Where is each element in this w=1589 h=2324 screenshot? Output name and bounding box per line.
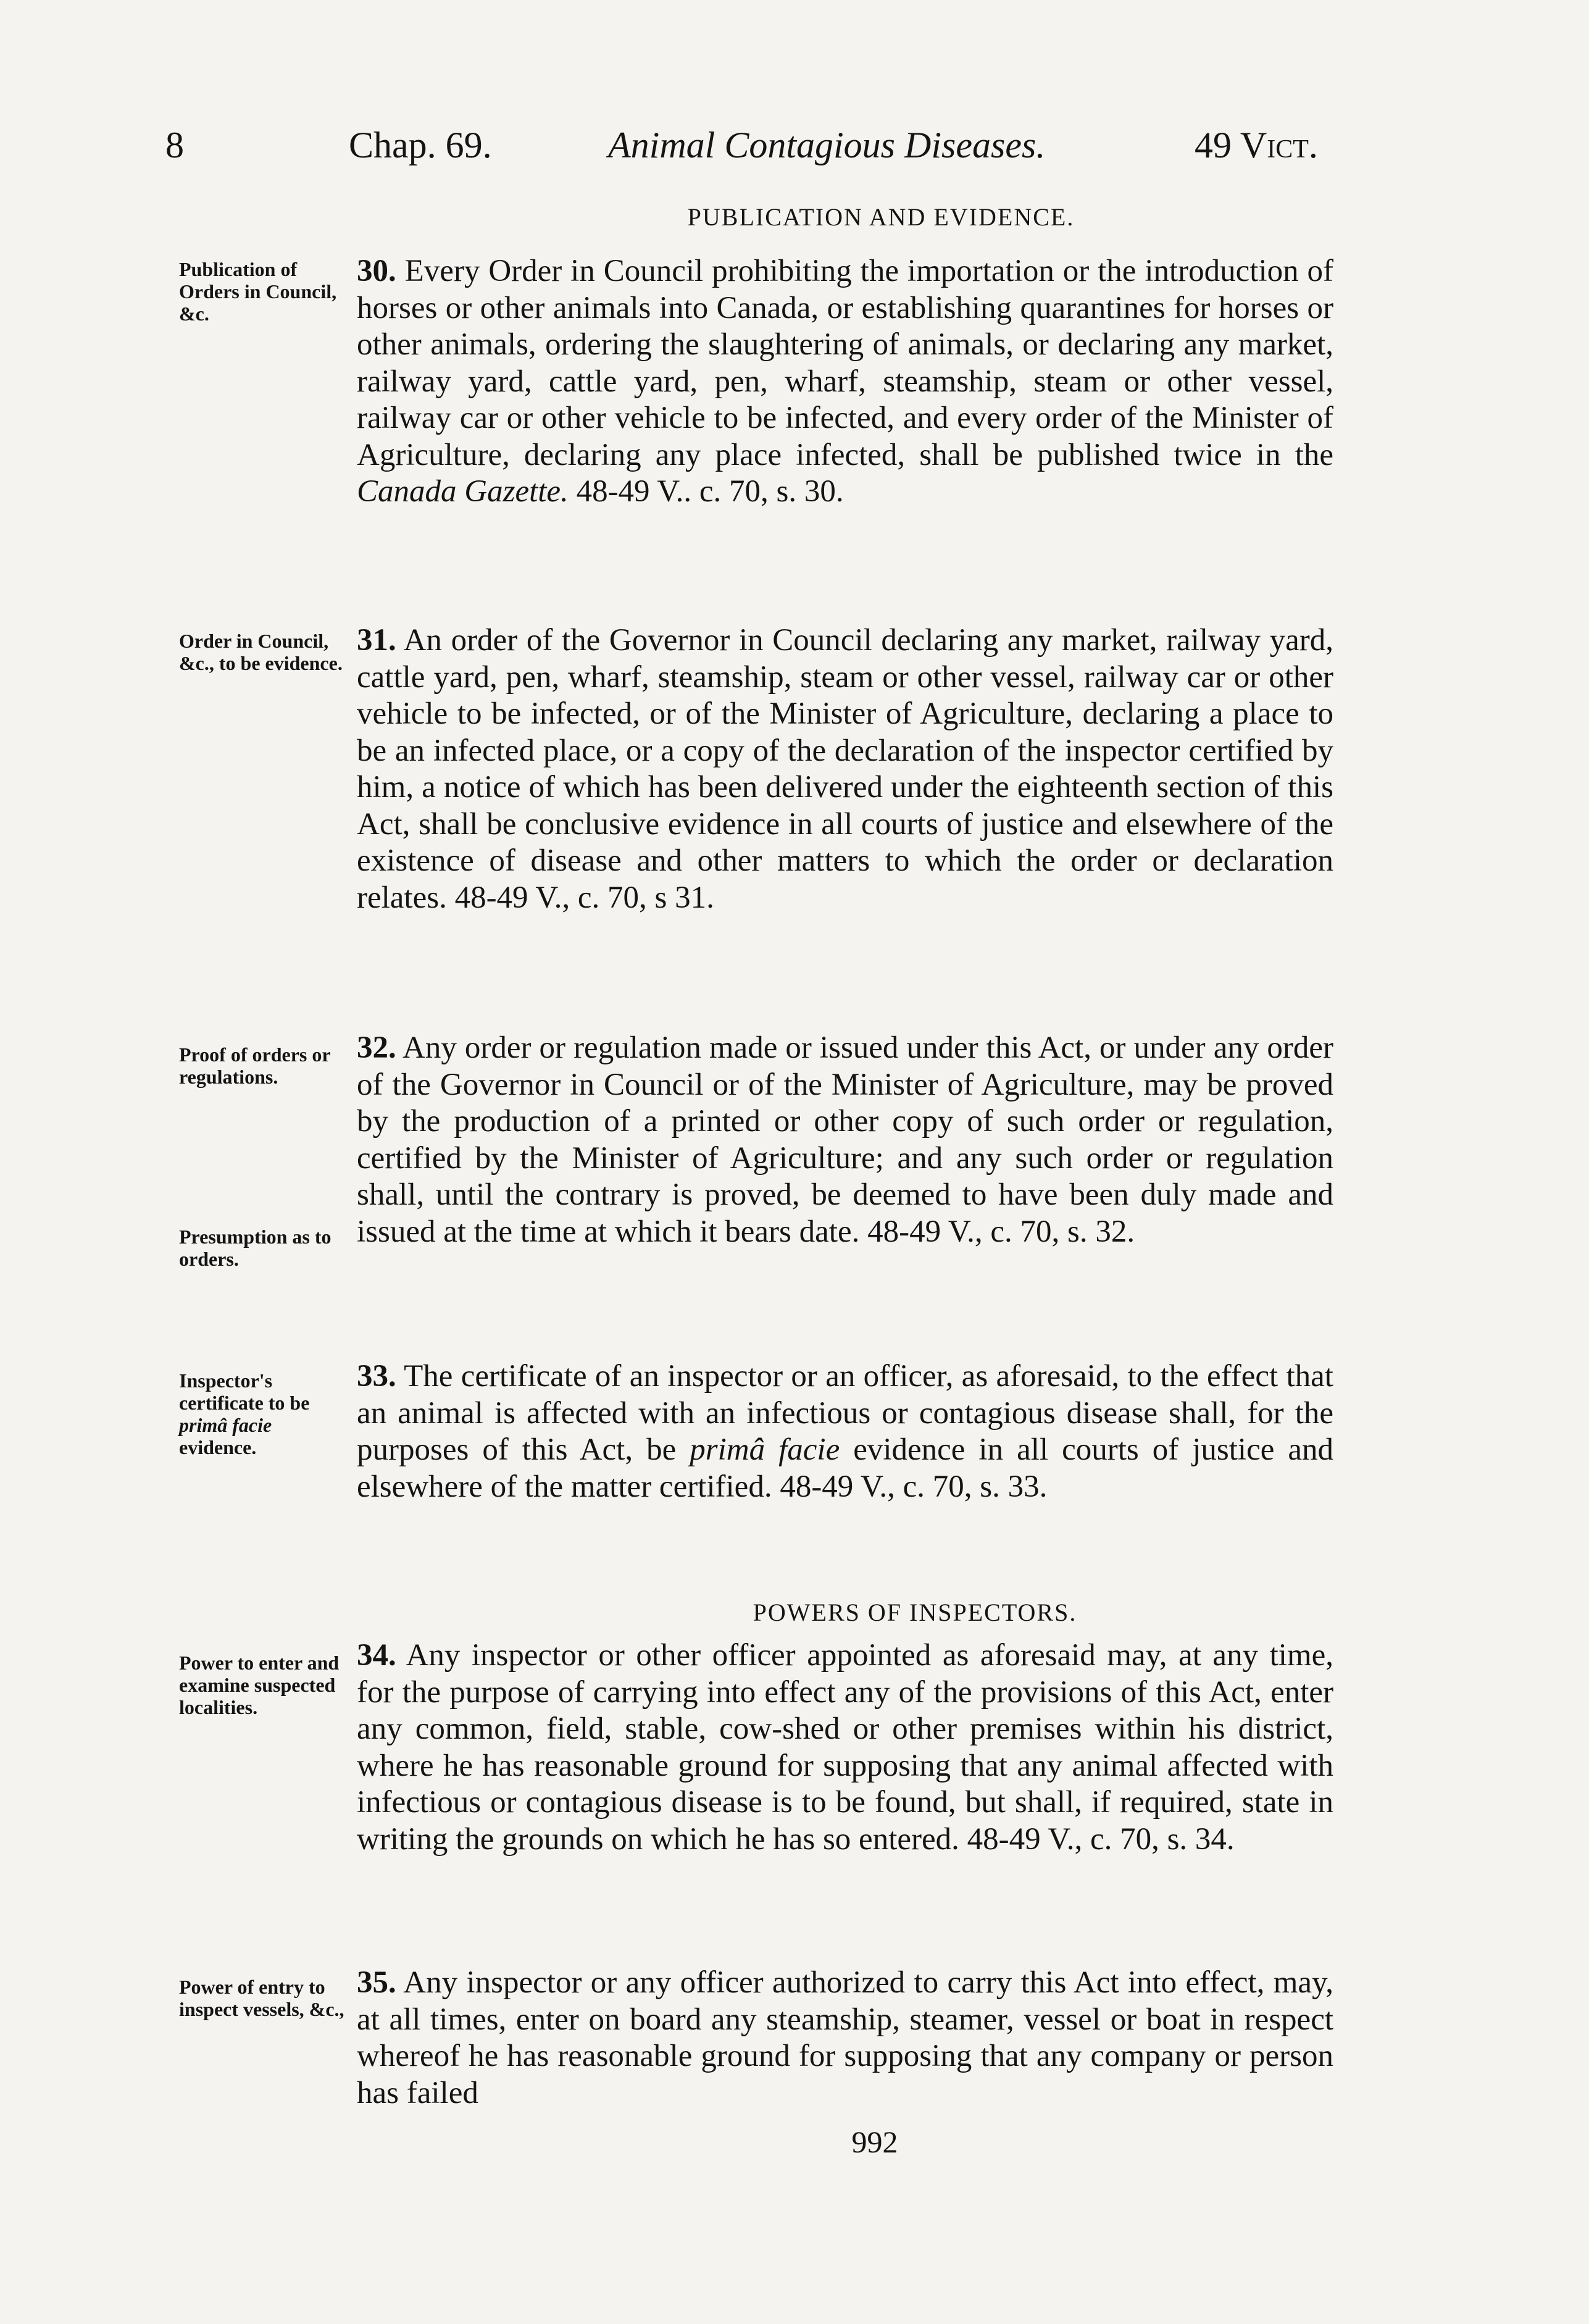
section-34-text: Any inspector or other officer appointed as aforesaid may, at any time, for the purpose of carrying into effect any of the provisions of this Act, enter any common, field, stable, cow-shed or other premises within his district, where he has reasonable ground for supposing that any animal affected with infectious or contagious disease is to be found, but shall, if required, state in writing the grounds on which he has so entered. (357, 1638, 1333, 1857)
section-30-citation: 48-49 V.. c. 70, s. 30. (576, 474, 844, 509)
section-number-31: 31. (357, 623, 396, 658)
folio-number: 992 (851, 2125, 898, 2159)
section-31 (357, 622, 1333, 916)
section-34-citation: 48-49 V., c. 70, s. 34. (967, 1821, 1235, 1857)
margin-note-33-post: evidence. (179, 1436, 257, 1458)
margin-note-32-presumption: Presumption as to orders. (179, 1226, 332, 1270)
section-33 (357, 1358, 1333, 1505)
margin-note-33-italic: primâ facie (179, 1414, 272, 1436)
section-32-text: Any order or regulation made or issued under this Act, or under any order of the Governor in Council or of the Minister of Agriculture, may be proved by the production of a printed or other copy of such order or regulation, certified by the Minister of Agriculture; and any such order or regulation shall, until the contrary is proved, be deemed to have been duly made and issued at the time at which it bears date. (357, 1030, 1334, 1249)
chapter-label: Chap. 69. (349, 125, 492, 165)
section-number-33: 33. (357, 1359, 396, 1394)
section-31-citation: 48-49 V., c. 70, s 31. (454, 880, 714, 915)
section-35 (357, 1965, 1333, 2112)
section-number-35: 35. (357, 1965, 396, 2000)
section-32-citation: 48-49 V., c. 70, s. 32. (867, 1214, 1135, 1249)
regnal-year: 49 Vict. (1195, 125, 1318, 165)
margin-note-31: Order in Council, &c., to be evidence. (179, 630, 343, 674)
section-33-italic: primâ facie (690, 1432, 840, 1467)
section-number-32: 32. (357, 1030, 396, 1065)
section-35-text: Any inspector or any officer authorized to carry this Act into effect, may, at all times, enter on board any steamship, steamer, vessel or boat in respect whereof he has reasonable ground for supposing that any company or person has failed (357, 1965, 1334, 2110)
margin-note-35: Power of entry to inspect vessels, &c., (179, 1976, 344, 2020)
section-32 (357, 1030, 1333, 1250)
margin-note-32: Proof of orders or regulations. (179, 1043, 330, 1088)
section-30 (357, 253, 1333, 511)
margin-note-33 (179, 1369, 346, 1458)
section-33-citation: 48-49 V., c. 70, s. 33. (780, 1469, 1048, 1504)
section-33-text-a: The certificate of an inspector or an officer, as aforesaid, to the effect that an animal is affected with an infectious or contagious disease shall, for the purposes of this Act, be (357, 1359, 1333, 1467)
margin-note-34: Power to enter and examine suspected localities. (179, 1652, 340, 1718)
margin-note-30: Publication of Orders in Council, &c. (179, 258, 337, 325)
section-heading-powers: POWERS OF INSPECTORS. (753, 1599, 1077, 1626)
section-heading-publication: PUBLICATION AND EVIDENCE. (687, 203, 1075, 231)
section-33-text-b: evidence in all courts of justice and elsewhere of the matter certified. (357, 1432, 1333, 1504)
section-30-italic: Canada Gazette. (357, 474, 569, 509)
page-number: 8 (165, 125, 184, 165)
running-header (0, 120, 1589, 170)
margin-note-33-pre: Inspector's certificate to be (179, 1369, 310, 1414)
section-34 (357, 1637, 1333, 1858)
running-title: Animal Contagious Diseases. (608, 125, 1046, 165)
section-31-text: An order of the Governor in Council declaring any market, railway yard, cattle yard, pen, wharf, steamship, steam or other vessel, railway car or other vehicle to be infected, or of the Minister of Agriculture, declaring a place to be an infected place, or a copy of the declaration of the inspector certified by him, a notice of which has been delivered under the eighteenth section of this Act, shall be conclusive evidence in all courts of justice and elsewhere of the existence of disease and other matters to which the order or declaration relates. (357, 623, 1334, 915)
section-number-34: 34. (357, 1638, 396, 1673)
section-number-30: 30. (357, 254, 396, 288)
section-30-text: Every Order in Council prohibiting the importation or the introduction of horses or other animals into Canada, or establishing quarantines for horses or other animals, ordering the slaughtering of animals, or declaring any market, railway yard, cattle yard, pen, wharf, steamship, steam or other vessel, railway car or other vehicle to be infected, and every order of the Minister of Agriculture, declaring any place infected, shall be published twice in the (357, 254, 1334, 472)
